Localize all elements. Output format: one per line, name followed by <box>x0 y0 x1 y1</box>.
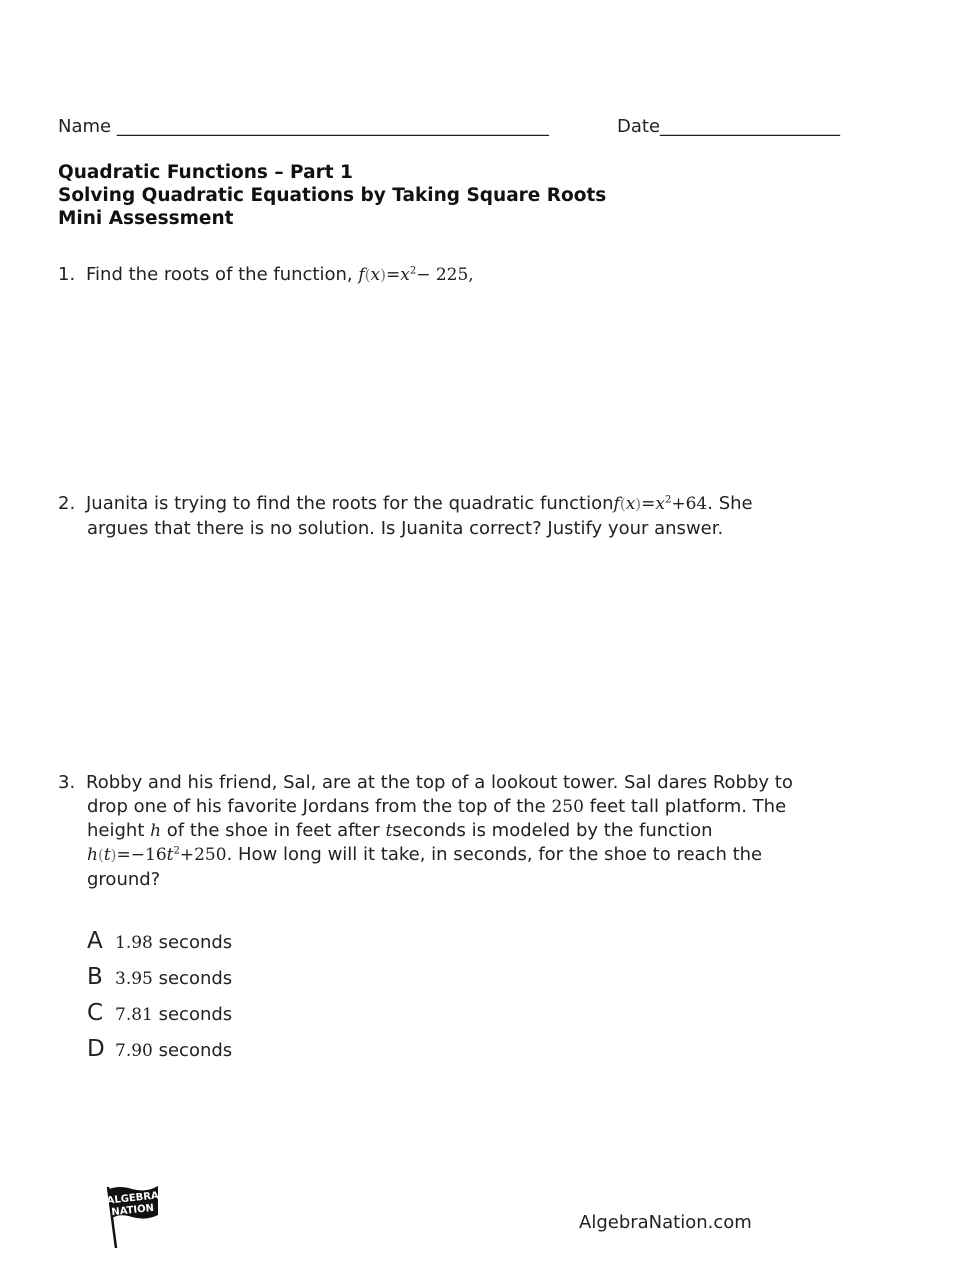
question-2-text-a: Juanita is trying to find the roots for the quadratic function <box>86 493 614 514</box>
q3-line3-a: height <box>87 820 145 841</box>
question-3 <box>58 772 793 793</box>
option-c-unit: seconds <box>158 1004 233 1025</box>
q3-line3-c: seconds is modeled by the function <box>392 820 713 841</box>
title-line-3: Mini Assessment <box>58 208 234 229</box>
question-3-equation: $h(t)=-16t^2+250$ <box>87 845 227 865</box>
q3-eq-a: =−16 <box>116 845 167 865</box>
q3-eq-b: +250 <box>179 845 227 865</box>
option-c-value: 7.81 <box>115 1005 153 1025</box>
option-d-unit: seconds <box>158 1040 233 1061</box>
question-3-line-2 <box>87 796 786 817</box>
title-line-1: Quadratic Functions – Part 1 <box>58 162 353 183</box>
option-b-letter: B <box>87 964 103 990</box>
option-b-value: 3.95 <box>115 969 153 989</box>
question-1-number: 1. <box>58 264 76 285</box>
q3-line3-var-t: t <box>385 821 393 841</box>
logo-text-1: ALGEBRA <box>106 1190 160 1207</box>
q3-line3-b: of the shoe in feet after <box>166 820 380 841</box>
flag-icon <box>100 1183 164 1251</box>
question-2-line-2: argues that there is no solution. Is Juanita correct? Justify your answer. <box>87 518 724 539</box>
q1-eq-tail: − 225, <box>416 265 474 285</box>
algebra-nation-logo <box>100 1183 164 1251</box>
question-2-number: 2. <box>58 493 76 514</box>
title-line-2: Solving Quadratic Equations by Taking Square Roots <box>58 185 607 206</box>
question-2-equation: $f(x)=x^2+64$ <box>613 494 708 514</box>
question-1-equation: $f(x)=x^2- 225$, <box>358 265 474 285</box>
option-a[interactable] <box>87 928 232 954</box>
q1-eq-var: x <box>400 265 410 285</box>
option-c-letter: C <box>87 1000 104 1026</box>
option-c[interactable] <box>87 1000 232 1026</box>
question-3-line-3 <box>87 820 713 841</box>
question-3-line-4 <box>87 844 762 865</box>
site-link[interactable]: AlgebraNation.com <box>579 1212 752 1233</box>
question-3-line-5: ground? <box>87 869 161 890</box>
question-3-line-1: Robby and his friend, Sal, are at the top of a lookout tower. Sal dares Robby to <box>86 772 793 793</box>
q2-eq-tail: +64 <box>671 494 708 514</box>
option-b-unit: seconds <box>158 968 233 989</box>
option-a-letter: A <box>87 928 103 954</box>
name-label: Name <box>58 116 112 137</box>
q3-line2-a: drop one of his favorite Jordans from the top of the <box>87 796 546 817</box>
name-field <box>58 116 549 137</box>
q3-line3-var-h: h <box>150 821 162 841</box>
q3-line4-text: . How long will it take, in seconds, for the shoe to reach the <box>226 844 763 865</box>
question-1-text: Find the roots of the function, <box>86 264 353 285</box>
question-2-text-b: . She <box>707 493 753 514</box>
option-d-value: 7.90 <box>115 1041 153 1061</box>
question-2 <box>58 493 753 514</box>
option-a-unit: seconds <box>158 932 233 953</box>
logo-text-2: NATION <box>110 1202 155 1219</box>
date-blank: ____________________ <box>660 116 841 137</box>
option-b[interactable] <box>87 964 232 990</box>
question-1 <box>58 264 474 285</box>
q3-line2-number: 250 <box>551 797 584 817</box>
option-d[interactable] <box>87 1036 232 1062</box>
question-3-number: 3. <box>58 772 76 793</box>
date-field <box>617 116 840 137</box>
name-blank: ________________________________________________ <box>116 116 549 137</box>
title-block <box>58 161 606 230</box>
q3-line2-b: feet tall platform. The <box>589 796 787 817</box>
option-a-value: 1.98 <box>115 933 153 953</box>
option-d-letter: D <box>87 1036 105 1062</box>
date-label: Date <box>617 116 661 137</box>
